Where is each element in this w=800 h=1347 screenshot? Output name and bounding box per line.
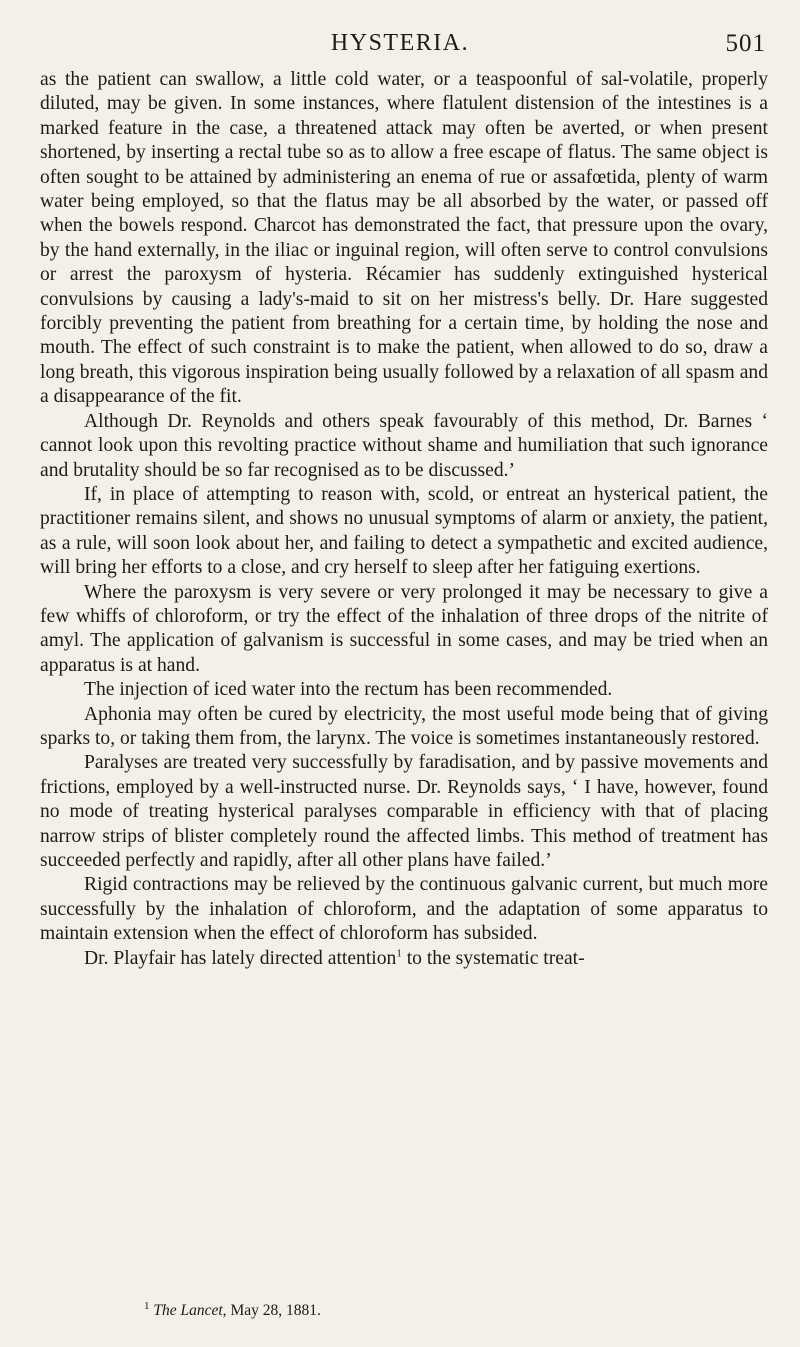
paragraph: Paralyses are treated very successfully by faradisation, and by passive movements and frictions, employed by a well-instructed nurse. Dr. Reynolds says, ‘ I have, however, found no mode of treating hysterical paralyses comparable in efficiency with that of placing narrow strips of blister completely round the affected limbs. This method of treatment has succeeded perfectly and rapidly, after all other plans have failed.’ — [40, 752, 768, 871]
paragraph-text: Dr. Playfair has lately directed attention — [84, 947, 397, 969]
footnote-journal: The Lancet, — [153, 1302, 227, 1319]
paragraph: as the patient can swallow, a little cold water, or a teaspoonful of sal-volatile, properly diluted, may be given. In some instances, where flatulent distension of the intestines is a marked feature in the case, a threatened attack may often be averted, or when present shortened, by inserting a rectal tube so as to allow a free escape of flatus. The same object is often sought to be attained by administering an enema of rue or assafœtida, plenty of warm water being employed, so that the flatus may be all absorbed by the water, or passed off when the bowels respond. Charcot has demonstrated the fact, that pressure upon the ovary, by the hand externally, in the iliac or inguinal region, will often serve to control convulsions or arrest the paroxysm of hysteria. Récamier has suddenly extinguished hysterical convulsions by causing a lady's-maid to sit on her mistress's belly. Dr. Hare suggested forcibly preventing the patient from breathing for a certain time, by holding the nose and mouth. The effect of such constraint is to make the patient, when allowed to do so, draw a long breath, this vigorous inspiration being usually followed by a relaxation of all spasm and a disappearance of the fit. — [40, 69, 768, 408]
paragraph: If, in place of attempting to reason with, scold, or entreat an hysterical patient, the practitioner remains silent, and shows no unusual symptoms of alarm or anxiety, the patient, as a rule, will soon look about her, and failing to detect a sympathetic and excited audience, will bring her efforts to a close, and cry herself to sleep after her fatiguing exertions. — [40, 483, 768, 579]
paragraph: Where the paroxysm is very severe or very prolonged it may be necessary to give a few whiffs of chloroform, or try the effect of the inhalation of three drops of the nitrite of amyl. The application of galvanism is successful in some cases, and may be tried when an apparatus is at hand. — [40, 581, 768, 676]
paragraph: Aphonia may often be cured by electricity, the most useful mode being that of giving sparks to, or taking them from, the larynx. The voice is sometimes instantaneously restored. — [40, 703, 768, 749]
footnote-date: May 28, 1881. — [226, 1302, 321, 1319]
page-number: 501 — [725, 30, 766, 57]
running-title: HYSTERIA. — [330, 30, 470, 56]
paragraph: Rigid contractions may be relieved by the continuous galvanic current, but much more successfully by the inhalation of chloroform, and the adaptation of some apparatus to maintain extension when the effect of chloroform has subsided. — [40, 874, 768, 945]
paragraph: Although Dr. Reynolds and others speak favourably of this method, Dr. Barnes ‘ cannot look upon this revolting practice without shame and humiliation that such ignorance and brutality should be so far recognised as to be discussed.’ — [40, 410, 768, 481]
paragraph-text: to the systematic treat- — [401, 947, 585, 969]
body-text — [40, 68, 768, 971]
running-header — [0, 30, 800, 60]
paragraph: The injection of iced water into the rectum has been recommended. — [84, 679, 613, 701]
paragraph-with-footnote-ref — [40, 947, 768, 971]
footnote-mark: 1 — [144, 1299, 150, 1312]
footnote-reference: 1 — [396, 947, 402, 960]
footnote — [40, 1299, 768, 1320]
